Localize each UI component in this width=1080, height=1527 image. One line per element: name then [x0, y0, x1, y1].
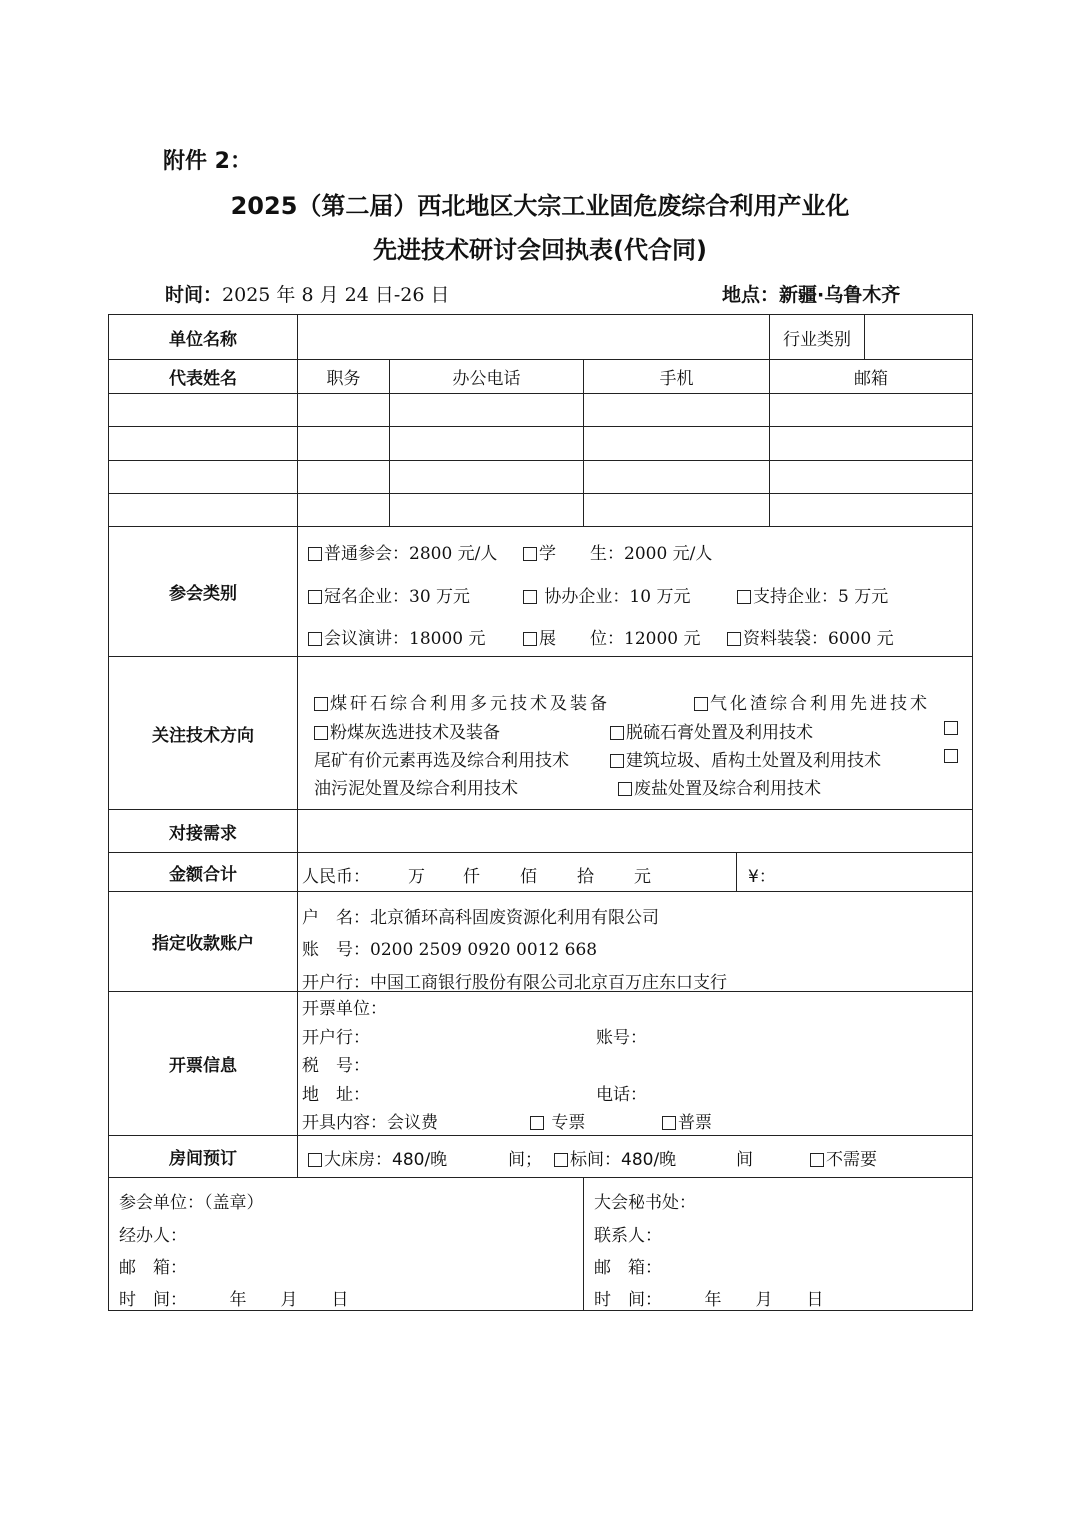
participant-signature	[109, 1178, 584, 1311]
rep-office-phone-cell[interactable]	[390, 394, 584, 427]
account-info	[298, 892, 973, 992]
rep-name-cell[interactable]	[109, 394, 298, 427]
category-option[interactable]: 会议演讲：18000 元	[308, 624, 485, 649]
rep-title-cell[interactable]	[298, 427, 390, 461]
checkbox-icon[interactable]	[618, 782, 632, 796]
rep-mobile-cell[interactable]	[584, 494, 770, 527]
rep-email-cell[interactable]	[770, 427, 973, 461]
amount-label: 金额合计	[109, 853, 298, 892]
rep-name-cell[interactable]	[109, 427, 298, 461]
needs-label: 对接需求	[109, 810, 298, 853]
participant-handler: 经办人：	[119, 1226, 187, 1246]
rep-name-header: 代表姓名	[109, 360, 298, 394]
secretariat-label: 大会秘书处：	[594, 1193, 696, 1213]
tech-option[interactable]: 建筑垃圾、盾构土处置及利用技术	[610, 746, 881, 771]
tech-option[interactable]: 气化渣综合利用先进技术	[694, 689, 930, 714]
rep-title-cell[interactable]	[298, 461, 390, 494]
registration-form	[108, 314, 973, 1311]
tech-options	[298, 657, 973, 810]
checkbox-icon[interactable]	[694, 697, 708, 711]
tech-option[interactable]: 脱硫石膏处置及利用技术	[610, 718, 813, 743]
invoice-phone-label: 电话：	[596, 1085, 647, 1105]
amount-yen-label: ¥：	[748, 867, 776, 887]
unit-name-label: 单位名称	[109, 315, 298, 360]
location-value: 新疆·乌鲁木齐	[779, 284, 901, 306]
amount-unit: 佰	[520, 867, 537, 887]
tech-option[interactable]: 煤矸石综合利用多元技术及装备	[314, 689, 610, 714]
industry-field[interactable]	[865, 315, 973, 360]
tech-option[interactable]: 尾矿有价元素再选及综合利用技术	[314, 751, 569, 771]
rep-name-cell[interactable]	[109, 461, 298, 494]
rep-office-phone-header: 办公电话	[390, 360, 584, 394]
checkbox-icon[interactable]	[662, 1116, 676, 1130]
rep-mobile-cell[interactable]	[584, 427, 770, 461]
page-title-line2: 先进技术研讨会回执表(代合同)	[373, 236, 707, 264]
attachment-label: 附件 2：	[163, 149, 252, 174]
room-twin-option[interactable]: 标间：480/晚	[554, 1145, 676, 1170]
rep-email-cell[interactable]	[770, 494, 973, 527]
tech-option[interactable]: 粉煤灰选进技术及装备	[314, 718, 500, 743]
invoice-account-label: 账号：	[596, 1028, 647, 1048]
category-option[interactable]: 普通参会：2800 元/人	[308, 539, 497, 564]
tech-label: 关注技术方向	[109, 657, 298, 810]
room-options	[298, 1136, 973, 1178]
time-value: 2025 年 8 月 24 日-26 日	[222, 284, 450, 306]
amount-unit: 仟	[463, 867, 480, 887]
time-label: 时间：	[165, 284, 223, 306]
tech-option[interactable]: 废盐处置及综合利用技术	[618, 774, 821, 799]
rep-email-cell[interactable]	[770, 394, 973, 427]
tech-option[interactable]: 油污泥处置及综合利用技术	[314, 779, 518, 799]
checkbox-icon[interactable]	[314, 726, 328, 740]
participant-email: 邮 箱：	[119, 1258, 187, 1278]
secretariat-signature	[584, 1178, 973, 1311]
rep-row	[109, 427, 973, 461]
rep-title-cell[interactable]	[298, 494, 390, 527]
invoice-tax-label: 税 号：	[302, 1056, 370, 1076]
participant-unit: 参会单位：（盖章）	[119, 1193, 264, 1213]
invoice-label: 开票信息	[109, 992, 298, 1136]
rep-office-phone-cell[interactable]	[390, 494, 584, 527]
rep-office-phone-cell[interactable]	[390, 427, 584, 461]
category-options	[298, 527, 973, 657]
room-big-bed-option[interactable]: 大床房：480/晚	[308, 1145, 447, 1170]
invoice-unit-label: 开票单位：	[302, 999, 387, 1019]
invoice-bank-label: 开户行：	[302, 1028, 370, 1048]
rep-mobile-cell[interactable]	[584, 394, 770, 427]
rep-name-cell[interactable]	[109, 494, 298, 527]
category-option[interactable]: 协办企业：10 万元	[523, 582, 690, 607]
rep-email-header: 邮箱	[770, 360, 973, 394]
tech-option-checkbox[interactable]	[944, 746, 960, 766]
amount-divider	[736, 853, 737, 891]
invoice-normal-option[interactable]: 普票	[662, 1108, 712, 1133]
needs-field[interactable]	[298, 810, 973, 853]
rep-row	[109, 494, 973, 527]
category-option[interactable]: 资料装袋：6000 元	[727, 624, 894, 649]
checkbox-icon[interactable]	[944, 721, 958, 735]
rep-title-header: 职务	[298, 360, 390, 394]
checkbox-icon[interactable]	[308, 1153, 322, 1167]
rep-row	[109, 394, 973, 427]
invoice-content: 开具内容：会议费	[302, 1113, 438, 1133]
checkbox-icon[interactable]	[523, 632, 537, 646]
secretariat-email: 邮 箱：	[594, 1258, 662, 1278]
secretariat-contact: 联系人：	[594, 1226, 662, 1246]
amount-unit: 元	[634, 867, 651, 887]
checkbox-icon[interactable]	[554, 1153, 568, 1167]
location-label: 地点：	[722, 284, 780, 306]
category-option[interactable]: 学 生：2000 元/人	[523, 539, 712, 564]
rep-office-phone-cell[interactable]	[390, 461, 584, 494]
amount-unit: 万	[408, 867, 425, 887]
account-bank: 开户行：中国工商银行股份有限公司北京百万庄东口支行	[302, 973, 727, 993]
room-none-option[interactable]: 不需要	[810, 1145, 877, 1170]
checkbox-icon[interactable]	[530, 1116, 544, 1130]
checkbox-icon[interactable]	[523, 590, 537, 604]
room-label: 房间预订	[109, 1136, 298, 1178]
rep-email-cell[interactable]	[770, 461, 973, 494]
checkbox-icon[interactable]	[523, 547, 537, 561]
amount-unit: 拾	[577, 867, 594, 887]
checkbox-icon[interactable]	[727, 632, 741, 646]
checkbox-icon[interactable]	[610, 726, 624, 740]
participant-date: 时 间： 年 月 日	[119, 1290, 349, 1310]
category-option[interactable]: 展 位：12000 元	[523, 624, 700, 649]
account-label: 指定收款账户	[109, 892, 298, 992]
room-twin-unit: 间	[736, 1150, 753, 1170]
time-info	[165, 280, 449, 307]
unit-name-field[interactable]	[298, 315, 770, 360]
rep-mobile-header: 手机	[584, 360, 770, 394]
category-option[interactable]: 支持企业：5 万元	[737, 582, 888, 607]
rep-title-cell[interactable]	[298, 394, 390, 427]
checkbox-icon[interactable]	[944, 749, 958, 763]
account-holder: 户 名：北京循环高科固废资源化利用有限公司	[302, 908, 659, 928]
room-big-bed-unit: 间；	[508, 1150, 542, 1170]
checkbox-icon[interactable]	[308, 632, 322, 646]
page-title-line1: 2025（第二届）西北地区大宗工业固危废综合利用产业化	[230, 192, 850, 220]
amount-field[interactable]	[298, 853, 973, 892]
checkbox-icon[interactable]	[737, 590, 751, 604]
location-info	[722, 280, 900, 307]
checkbox-icon[interactable]	[810, 1153, 824, 1167]
amount-rmb-label: 人民币：	[302, 867, 370, 887]
secretariat-date: 时 间： 年 月 日	[594, 1290, 824, 1310]
checkbox-icon[interactable]	[610, 754, 624, 768]
invoice-address-label: 地 址：	[302, 1085, 370, 1105]
rep-mobile-cell[interactable]	[584, 461, 770, 494]
industry-label: 行业类别	[770, 315, 865, 360]
invoice-special-option[interactable]: 专票	[530, 1108, 585, 1133]
category-label: 参会类别	[109, 527, 298, 657]
rep-row	[109, 461, 973, 494]
tech-option-checkbox[interactable]	[944, 718, 960, 738]
category-option[interactable]: 冠名企业：30 万元	[308, 582, 470, 607]
checkbox-icon[interactable]	[308, 547, 322, 561]
checkbox-icon[interactable]	[314, 697, 328, 711]
account-number: 账 号：0200 2509 0920 0012 668	[302, 940, 598, 960]
checkbox-icon[interactable]	[308, 590, 322, 604]
invoice-info	[298, 992, 973, 1136]
